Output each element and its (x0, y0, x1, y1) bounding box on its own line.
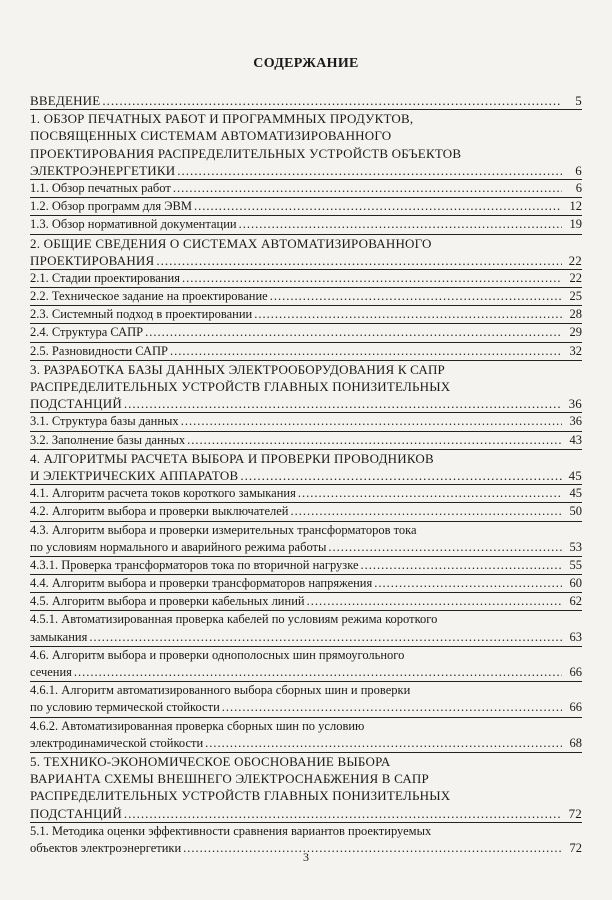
toc-entry (30, 92, 582, 109)
toc-entry (30, 287, 582, 305)
toc-entry (30, 502, 582, 520)
toc-entry-title: 4.6.2. Автоматизированная проверка сборных шин по условию (30, 718, 365, 733)
toc-line (30, 378, 582, 395)
toc-page-number: 68 (569, 735, 582, 750)
toc-entry (30, 592, 582, 610)
toc-entry (30, 431, 582, 449)
toc-entry-title: 4.6. Алгоритм выбора и проверки однополосных шин прямоугольного (30, 647, 405, 662)
toc-line (30, 306, 582, 323)
toc-entry-title: сечения (30, 665, 72, 679)
toc-line (30, 699, 582, 716)
toc-entry (30, 109, 582, 179)
dot-leader (181, 413, 562, 430)
toc-line (30, 110, 582, 127)
dot-leader (102, 92, 562, 109)
toc-page-number: 19 (569, 217, 582, 232)
dot-leader (145, 324, 562, 341)
toc-entry-title: ПРОЕКТИРОВАНИЯ (30, 252, 155, 268)
toc-line (30, 629, 582, 646)
toc-line (30, 235, 582, 252)
toc-entry-title: 1.3. Обзор нормативной документации (30, 217, 237, 232)
dot-leader (240, 467, 562, 484)
toc-page-number: 36 (569, 414, 582, 429)
toc-line (30, 718, 582, 735)
toc-line (30, 198, 582, 215)
toc-entry-title: 4.3. Алгоритм выбора и проверки измерительных трансформаторов тока (30, 522, 417, 537)
dot-leader (298, 485, 562, 502)
toc-page-number: 45 (569, 486, 582, 501)
toc-page-number: 72 (568, 805, 582, 821)
toc-line (30, 361, 582, 378)
toc-line (30, 503, 582, 520)
toc-entry-title: ПОСВЯЩЕННЫХ СИСТЕМАМ АВТОМАТИЗИРОВАННОГО (30, 128, 392, 144)
toc-entry (30, 179, 582, 197)
toc-entry-title: ПОДСТАНЦИЙ (30, 396, 122, 412)
dot-leader (270, 288, 562, 305)
toc-entry-title: 1. ОБЗОР ПЕЧАТНЫХ РАБОТ И ПРОГРАММНЫХ ПРОДУКТОВ, (30, 111, 414, 127)
toc-line (30, 735, 582, 752)
toc-line (30, 664, 582, 681)
toc-entry-title: ЭЛЕКТРОЭНЕРГЕТИКИ (30, 162, 176, 178)
toc-entry-title: 1.2. Обзор программ для ЭВМ (30, 199, 192, 214)
dot-leader (124, 805, 562, 822)
toc-entry (30, 521, 582, 556)
toc-line (30, 557, 582, 574)
toc-entry-title: 4.5. Алгоритм выбора и проверки кабельных линий (30, 594, 305, 609)
toc-page-number: 22 (569, 270, 582, 285)
toc-entry-title: 4.4. Алгоритм выбора и проверки трансформаторов напряжения (30, 576, 373, 591)
toc-line (30, 593, 582, 610)
toc-entry-title: 4.2. Алгоритм выбора и проверки выключателей (30, 504, 289, 519)
toc-entry (30, 484, 582, 502)
toc-entry-title: 1.1. Обзор печатных работ (30, 180, 171, 195)
dot-leader (173, 180, 562, 197)
toc-entry-title: 3.1. Структура базы данных (30, 414, 179, 429)
toc-page-number: 66 (569, 700, 582, 715)
toc-line (30, 127, 582, 144)
dot-leader (254, 306, 562, 323)
toc-line (30, 162, 582, 179)
toc-line (30, 270, 582, 287)
toc-entry-title: 4.1. Алгоритм расчета токов короткого замыкания (30, 486, 296, 501)
toc-page-number: 6 (575, 162, 582, 178)
toc-entry-title: ПОДСТАНЦИЙ (30, 805, 122, 821)
toc-line (30, 575, 582, 592)
toc-line (30, 805, 582, 822)
toc-page-number: 28 (569, 307, 582, 322)
toc-page-number: 12 (569, 199, 582, 214)
toc-entry (30, 752, 582, 822)
toc-entry-title: РАСПРЕДЕЛИТЕЛЬНЫХ УСТРОЙСТВ ГЛАВНЫХ ПОНИЗИТЕЛЬНЫХ (30, 788, 451, 804)
toc-entry (30, 574, 582, 592)
dot-leader (170, 343, 562, 360)
toc-line (30, 539, 582, 556)
toc-line (30, 682, 582, 699)
toc-page-number: 5 (575, 93, 582, 108)
toc-line (30, 288, 582, 305)
toc-line (30, 467, 582, 484)
dot-leader (239, 216, 562, 233)
dot-leader (361, 557, 562, 574)
toc-entry-title: 2. ОБЩИЕ СВЕДЕНИЯ О СИСТЕМАХ АВТОМАТИЗИРОВАННОГО (30, 235, 432, 251)
toc-entry-title: 2.1. Стадии проектирования (30, 270, 180, 285)
toc-entry (30, 646, 582, 681)
table-of-contents (30, 92, 582, 857)
toc-page-number: 22 (568, 252, 582, 268)
toc-line (30, 324, 582, 341)
toc-line (30, 753, 582, 770)
toc-entry-title: 2.4. Структура САПР (30, 325, 144, 340)
toc-entry-title: электродинамической стойкости (30, 735, 204, 750)
toc-entry (30, 269, 582, 287)
toc-entry-title: замыкания (30, 629, 88, 644)
document-page (30, 0, 582, 900)
toc-entry (30, 717, 582, 752)
toc-entry (30, 197, 582, 215)
toc-entry-title: 4.3.1. Проверка трансформаторов тока по вторичной нагрузке (30, 557, 359, 572)
toc-line (30, 770, 582, 787)
toc-entry-title: 4. АЛГОРИТМЫ РАСЧЕТА ВЫБОРА И ПРОВЕРКИ ПРОВОДНИКОВ (30, 450, 434, 466)
toc-entry-title: 2.3. Системный подход в проектировании (30, 307, 253, 322)
toc-line (30, 92, 582, 109)
dot-leader (307, 593, 562, 610)
toc-entry (30, 215, 582, 233)
toc-entry-title: И ЭЛЕКТРИЧЕСКИХ АППАРАТОВ (30, 467, 239, 483)
dot-leader (177, 162, 562, 179)
toc-entry-title: РАСПРЕДЕЛИТЕЛЬНЫХ УСТРОЙСТВ ГЛАВНЫХ ПОНИЗИТЕЛЬНЫХ (30, 379, 451, 394)
toc-entry-title: 5. ТЕХНИКО-ЭКОНОМИЧЕСКОЕ ОБОСНОВАНИЕ ВЫБОРА (30, 753, 391, 769)
toc-entry-title: по условиям нормального и аварийного режима работы (30, 539, 327, 554)
toc-entry (30, 556, 582, 574)
toc-page-number: 32 (569, 343, 582, 358)
toc-page-number: 53 (569, 539, 582, 554)
toc-entry-title: 4.5.1. Автоматизированная проверка кабелей по условиям режима короткого (30, 612, 438, 627)
dot-leader (156, 252, 562, 269)
toc-entry (30, 323, 582, 341)
dot-leader (328, 539, 562, 556)
page-number: 3 (303, 850, 309, 864)
toc-entry-title: ВВЕДЕНИЕ (30, 93, 101, 108)
dot-leader (124, 395, 562, 412)
dot-leader (205, 735, 562, 752)
toc-entry (30, 681, 582, 716)
dot-leader (74, 664, 562, 681)
toc-entry-title: 2.2. Техническое задание на проектирование (30, 289, 268, 304)
dot-leader (187, 432, 562, 449)
toc-page-number: 36 (568, 396, 582, 412)
toc-page-number: 25 (569, 289, 582, 304)
toc-page-number: 50 (569, 504, 582, 519)
toc-line (30, 823, 582, 840)
toc-line (30, 647, 582, 664)
toc-line (30, 145, 582, 162)
toc-line (30, 216, 582, 233)
toc-line (30, 180, 582, 197)
toc-entry-title: 5.1. Методика оценки эффективности сравнения вариантов проектируемых (30, 823, 432, 838)
toc-line (30, 413, 582, 430)
page-title: СОДЕРЖАНИЕ (253, 56, 359, 71)
dot-leader (222, 699, 562, 716)
dot-leader (89, 629, 562, 646)
toc-line (30, 522, 582, 539)
toc-page-number: 72 (569, 840, 582, 855)
toc-entry (30, 305, 582, 323)
toc-page-number: 6 (575, 180, 582, 195)
toc-page-number: 55 (569, 557, 582, 572)
toc-page-number: 45 (568, 467, 582, 483)
toc-line (30, 343, 582, 360)
toc-line (30, 450, 582, 467)
toc-entry-title: по условию термической стойкости (30, 700, 220, 715)
toc-page-number: 63 (569, 629, 582, 644)
toc-line (30, 432, 582, 449)
toc-line (30, 252, 582, 269)
toc-entry (30, 449, 582, 484)
toc-entry-title: объектов электроэнергетики (30, 840, 182, 855)
toc-entry (30, 342, 582, 360)
toc-entry (30, 610, 582, 645)
toc-entry (30, 360, 582, 413)
toc-page-number: 29 (569, 325, 582, 340)
toc-line (30, 395, 582, 412)
toc-line (30, 787, 582, 804)
toc-entry (30, 412, 582, 430)
dot-leader (194, 198, 562, 215)
toc-entry-title: 3.2. Заполнение базы данных (30, 432, 186, 447)
toc-entry-title: 3. РАЗРАБОТКА БАЗЫ ДАННЫХ ЭЛЕКТРООБОРУДОВАНИЯ К САПР (30, 361, 445, 377)
toc-page-number: 43 (569, 432, 582, 447)
toc-page-number: 66 (569, 665, 582, 679)
toc-entry-title: ВАРИАНТА СХЕМЫ ВНЕШНЕГО ЭЛЕКТРОСНАБЖЕНИЯ В САПР (30, 771, 429, 787)
toc-page-number: 60 (569, 576, 582, 591)
toc-entry-title: 4.6.1. Алгоритм автоматизированного выбора сборных шин и проверки (30, 683, 411, 698)
toc-line (30, 611, 582, 628)
dot-leader (182, 270, 562, 287)
toc-line (30, 485, 582, 502)
dot-leader (290, 503, 562, 520)
toc-page-number: 62 (569, 594, 582, 609)
toc-entry (30, 234, 582, 269)
toc-entry-title: 2.5. Разновидности САПР (30, 343, 169, 358)
toc-entry-title: ПРОЕКТИРОВАНИЯ РАСПРЕДЕЛИТЕЛЬНЫХ УСТРОЙСТВ ОБЪЕКТОВ (30, 145, 462, 161)
dot-leader (374, 575, 562, 592)
